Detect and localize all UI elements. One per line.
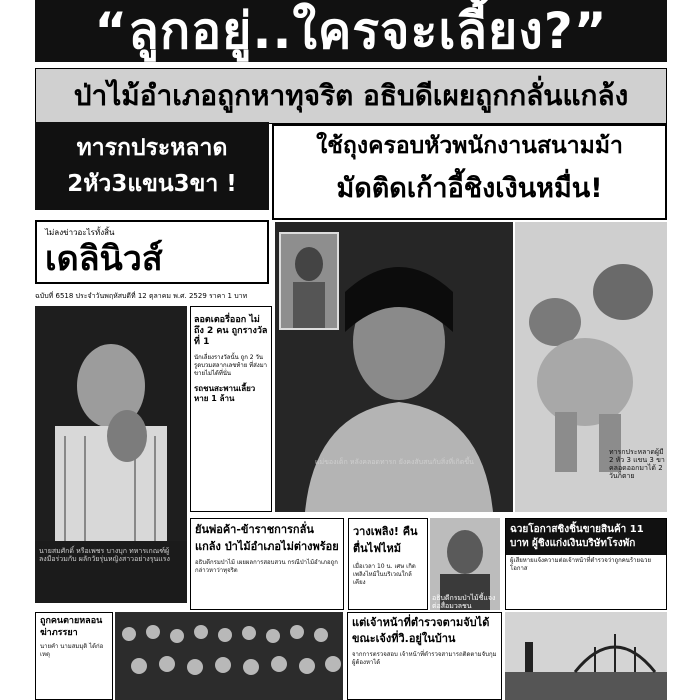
main-headline-banner (35, 0, 667, 62)
forest-subhead-banner (35, 68, 667, 124)
police-story-body: จากการตรวจสอบ เจ้าหน้าที่ตำรวจสามารถติดตามจับกุมผู้ต้องหาได้ (352, 651, 497, 666)
police-arrest-story (347, 612, 502, 700)
man-photo-caption-box (35, 541, 187, 603)
robbery-story-body: ผู้เสียหายแจ้งความต่อเจ้าหน้าที่ตำรวจว่าถูกคนร้ายฉวยโอกาส (510, 557, 651, 572)
child-silhouette-icon (281, 234, 337, 328)
arson-story-body: เมื่อเวลา 10 น. เศษ เกิดเพลิงไหม้ในบริเวณใกล้เคียง (353, 563, 416, 586)
police-story-headline: แต่เจ้าหน้าที่ตำรวจตามจับได้ ขณะเจ้งที่วิ.อยู่ในบ้าน (352, 616, 490, 645)
robbery-story-headline: ฉวยโอกาสชิงชิ้นขายสินค้า 11 บาท ผู้ชิงแก่งเงินบริษัทโรงพัก (506, 519, 666, 555)
man-photo (35, 306, 187, 541)
forest-subhead: ป่าไม้อำเภอถูกหาทุจริต อธิบดีเผยถูกกลั่นแกล้ง (73, 79, 629, 112)
crowd-silhouette-icon (115, 612, 343, 700)
man-silhouette-icon (35, 306, 187, 541)
stadium-photo (505, 612, 667, 700)
baby-headline: ทารกประหลาด 2หัว3แขน3ขา ! (67, 135, 237, 197)
forest-story-headline: ยันพ่อค้า-ข้าราชการกลั่นแกล้ง ป่าไม้อำเภอไม่ต่างพร้อย (195, 523, 339, 553)
lottery-headline: ลอตเตอรี่ออก ไม่ถึง 2 คน ถูกรางวัลที่ 1 (194, 315, 268, 347)
crowd-photo (115, 612, 343, 700)
ghost-murder-body: นายคำ นามสมมุติ ได้ก่อเหตุ (40, 643, 104, 658)
inset-child-photo (279, 232, 339, 330)
stadium-silhouette-icon (505, 612, 667, 700)
masthead-tagline: ไม่ลงข่าวอะไรทั้งสิ้น (45, 228, 115, 237)
arson-story-headline: วางเพลิง! คืนตื่นไฟไหม้ (353, 525, 418, 555)
masthead (35, 220, 269, 284)
forest-story-body: อธิบดีกรมป่าไม้ เผยผลการสอบสวน กรณีป่าไม้อำเภอถูกกล่าวหาว่าทุจริต (195, 559, 338, 574)
conjoined-baby-photo (515, 222, 667, 512)
arson-story (348, 518, 428, 610)
official-photo (430, 518, 500, 610)
forest-official-story (190, 518, 344, 610)
dateline: ฉบับที่ 6518 ประจำวันพฤหัสบดีที่ 12 ตุลาคม พ.ศ. 2529 ราคา 1 บาท (35, 292, 248, 300)
ghost-murder-story (35, 612, 113, 700)
baby-photo-caption: ทารกประหลาดผู้มี 2 หัว 3 แขน 3 ขา คลอดออกมาได้ 2 วันก็ตาย (609, 448, 665, 480)
official-photo-caption: อธิบดีกรมป่าไม้ชี้แจงต่อสื่อมวลชน (432, 594, 496, 610)
main-headline: “ลูกอยู่..ใครจะเลี้ยง?” (94, 2, 608, 60)
racetrack-headline-line1: ใช้ถุงครอบหัวพนักงานสนามม้า (316, 133, 623, 159)
ghost-murder-headline: ถูกคนตายหลอน ฆ่าภรรยา (40, 616, 103, 638)
mother-photo-caption: แม่ของเด็ก หลังคลอดทารก ยังคงสับสนกับสิ่งที่เกิดขึ้น (315, 458, 474, 466)
robbery-story (505, 518, 667, 610)
lottery-body: นักเลี่ยงรางวัลนั้น ถูก 2 วันรูดบวมสลากเลขท้าย ที่ส่งมาขายไม่ได้ที่นั่น (194, 354, 268, 377)
baby-headline-box (35, 122, 269, 210)
man-photo-caption: นายสมศักดิ์ หรือเพชร บางบุก ทหารเกณฑ์ผู้ลงมือร่วมกับ ผลักวัยรุ่นหญิงสาวอย่างรุนแรง (39, 547, 170, 563)
newspaper-logo: เดลินิวส์ (45, 239, 163, 279)
racetrack-headline-line2: มัดติดเก้าอี้ชิงเงินหมื่น! (336, 173, 603, 204)
bridge-headline: รถชนสะพานเลี้ยวหาย 1 ล้าน (194, 384, 256, 403)
lottery-story (190, 306, 272, 512)
racetrack-robbery-headline-box (272, 124, 667, 220)
